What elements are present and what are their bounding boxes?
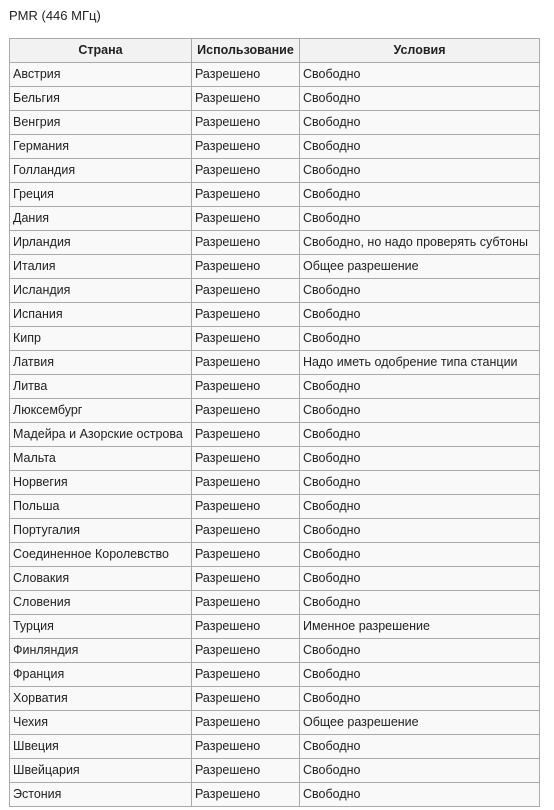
- table-row: [10, 279, 540, 303]
- table-row: [10, 471, 540, 495]
- table-row: [10, 399, 540, 423]
- table-row: [10, 711, 540, 735]
- table-row: [10, 183, 540, 207]
- cell-usage: Разрешено: [192, 783, 300, 807]
- cell-conditions: Свободно, но надо проверять субтоны: [300, 231, 540, 255]
- cell-usage: Разрешено: [192, 303, 300, 327]
- cell-conditions: Свободно: [300, 135, 540, 159]
- cell-country: Италия: [10, 255, 192, 279]
- column-header-usage: Использование: [192, 39, 300, 63]
- cell-usage: Разрешено: [192, 759, 300, 783]
- cell-usage: Разрешено: [192, 399, 300, 423]
- cell-usage: Разрешено: [192, 135, 300, 159]
- cell-usage: Разрешено: [192, 375, 300, 399]
- table-row: [10, 687, 540, 711]
- cell-country: Австрия: [10, 63, 192, 87]
- cell-country: Чехия: [10, 711, 192, 735]
- cell-usage: Разрешено: [192, 279, 300, 303]
- cell-usage: Разрешено: [192, 231, 300, 255]
- table-row: [10, 351, 540, 375]
- cell-usage: Разрешено: [192, 687, 300, 711]
- cell-conditions: Свободно: [300, 423, 540, 447]
- cell-usage: Разрешено: [192, 207, 300, 231]
- cell-usage: Разрешено: [192, 327, 300, 351]
- cell-usage: Разрешено: [192, 519, 300, 543]
- cell-conditions: Свободно: [300, 567, 540, 591]
- cell-country: Мальта: [10, 447, 192, 471]
- cell-usage: Разрешено: [192, 447, 300, 471]
- cell-country: Венгрия: [10, 111, 192, 135]
- table-row: [10, 591, 540, 615]
- cell-conditions: Свободно: [300, 183, 540, 207]
- cell-usage: Разрешено: [192, 615, 300, 639]
- cell-conditions: Именное разрешение: [300, 615, 540, 639]
- cell-usage: Разрешено: [192, 255, 300, 279]
- cell-country: Словакия: [10, 567, 192, 591]
- cell-usage: Разрешено: [192, 543, 300, 567]
- cell-conditions: Свободно: [300, 519, 540, 543]
- cell-country: Бельгия: [10, 87, 192, 111]
- cell-country: Мадейра и Азорские острова: [10, 423, 192, 447]
- cell-usage: Разрешено: [192, 423, 300, 447]
- cell-conditions: Общее разрешение: [300, 255, 540, 279]
- cell-conditions: Свободно: [300, 207, 540, 231]
- cell-country: Люксембург: [10, 399, 192, 423]
- cell-conditions: Свободно: [300, 399, 540, 423]
- cell-conditions: Свободно: [300, 279, 540, 303]
- cell-conditions: Свободно: [300, 447, 540, 471]
- cell-conditions: Свободно: [300, 63, 540, 87]
- table-row: [10, 495, 540, 519]
- table-row: [10, 519, 540, 543]
- table-row: [10, 567, 540, 591]
- cell-usage: Разрешено: [192, 567, 300, 591]
- cell-country: Исландия: [10, 279, 192, 303]
- cell-usage: Разрешено: [192, 495, 300, 519]
- column-header-conditions: Условия: [300, 39, 540, 63]
- cell-country: Испания: [10, 303, 192, 327]
- table-row: [10, 135, 540, 159]
- cell-country: Швеция: [10, 735, 192, 759]
- cell-country: Кипр: [10, 327, 192, 351]
- cell-usage: Разрешено: [192, 63, 300, 87]
- cell-conditions: Свободно: [300, 471, 540, 495]
- cell-usage: Разрешено: [192, 591, 300, 615]
- cell-conditions: Свободно: [300, 87, 540, 111]
- cell-country: Швейцария: [10, 759, 192, 783]
- table-row: [10, 159, 540, 183]
- cell-country: Германия: [10, 135, 192, 159]
- cell-usage: Разрешено: [192, 471, 300, 495]
- cell-conditions: Свободно: [300, 639, 540, 663]
- cell-conditions: Свободно: [300, 783, 540, 807]
- cell-usage: Разрешено: [192, 663, 300, 687]
- cell-country: Латвия: [10, 351, 192, 375]
- cell-usage: Разрешено: [192, 111, 300, 135]
- table-row: [10, 327, 540, 351]
- table-row: [10, 231, 540, 255]
- table-row: [10, 663, 540, 687]
- cell-conditions: Свободно: [300, 327, 540, 351]
- cell-conditions: Свободно: [300, 159, 540, 183]
- table-header-row: [10, 39, 540, 63]
- column-header-country: Страна: [10, 39, 192, 63]
- cell-usage: Разрешено: [192, 159, 300, 183]
- cell-conditions: Свободно: [300, 663, 540, 687]
- table-row: [10, 783, 540, 807]
- table-row: [10, 63, 540, 87]
- cell-country: Дания: [10, 207, 192, 231]
- cell-country: Польша: [10, 495, 192, 519]
- cell-conditions: Свободно: [300, 111, 540, 135]
- cell-country: Финляндия: [10, 639, 192, 663]
- table-row: [10, 255, 540, 279]
- cell-conditions: Свободно: [300, 735, 540, 759]
- table-row: [10, 423, 540, 447]
- cell-country: Хорватия: [10, 687, 192, 711]
- cell-conditions: Свободно: [300, 591, 540, 615]
- cell-usage: Разрешено: [192, 735, 300, 759]
- cell-country: Голландия: [10, 159, 192, 183]
- table-row: [10, 207, 540, 231]
- table-row: [10, 447, 540, 471]
- table-row: [10, 375, 540, 399]
- cell-usage: Разрешено: [192, 639, 300, 663]
- table-row: [10, 735, 540, 759]
- cell-conditions: Свободно: [300, 495, 540, 519]
- cell-country: Ирландия: [10, 231, 192, 255]
- cell-country: Греция: [10, 183, 192, 207]
- cell-country: Норвегия: [10, 471, 192, 495]
- cell-usage: Разрешено: [192, 351, 300, 375]
- table-row: [10, 87, 540, 111]
- cell-country: Литва: [10, 375, 192, 399]
- cell-usage: Разрешено: [192, 183, 300, 207]
- cell-conditions: Свободно: [300, 759, 540, 783]
- cell-conditions: Надо иметь одобрение типа станции: [300, 351, 540, 375]
- pmr-countries-table: [9, 38, 540, 807]
- cell-usage: Разрешено: [192, 711, 300, 735]
- cell-country: Соединенное Королевство: [10, 543, 192, 567]
- table-caption: PMR (446 МГц): [9, 8, 101, 23]
- table-row: [10, 111, 540, 135]
- cell-country: Словения: [10, 591, 192, 615]
- table-row: [10, 303, 540, 327]
- table-row: [10, 759, 540, 783]
- cell-conditions: Свободно: [300, 303, 540, 327]
- cell-country: Эстония: [10, 783, 192, 807]
- table-row: [10, 639, 540, 663]
- cell-conditions: Свободно: [300, 375, 540, 399]
- cell-country: Португалия: [10, 519, 192, 543]
- cell-country: Турция: [10, 615, 192, 639]
- table-row: [10, 615, 540, 639]
- cell-usage: Разрешено: [192, 87, 300, 111]
- cell-conditions: Свободно: [300, 687, 540, 711]
- table-body: [10, 63, 540, 807]
- cell-conditions: Свободно: [300, 543, 540, 567]
- cell-country: Франция: [10, 663, 192, 687]
- table-row: [10, 543, 540, 567]
- cell-conditions: Общее разрешение: [300, 711, 540, 735]
